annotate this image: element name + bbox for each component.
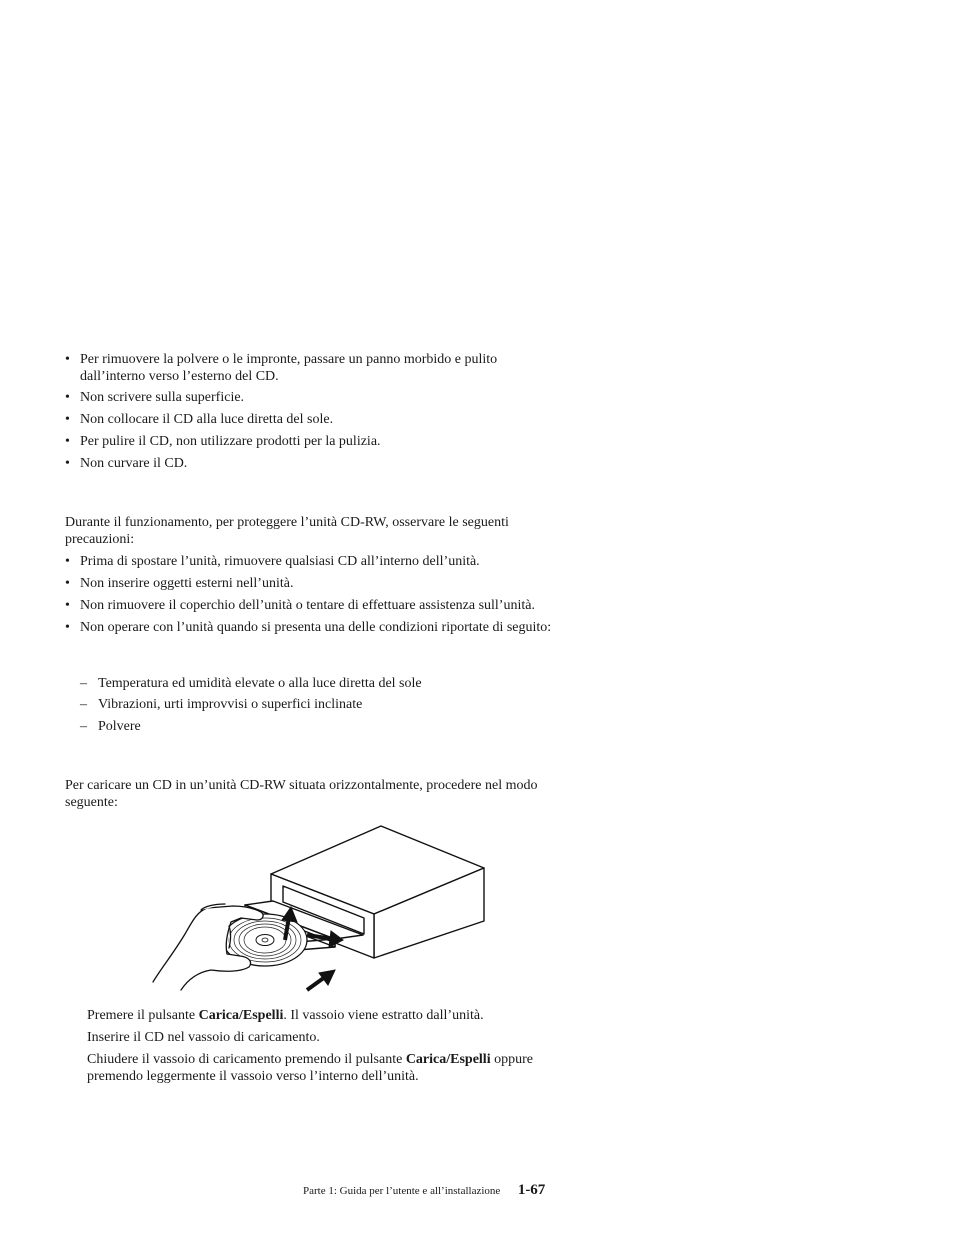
list-item: • Non inserire oggetti esterni nell’unità. bbox=[65, 575, 570, 592]
list-item: • Non curvare il CD. bbox=[65, 455, 565, 472]
list-item: • Non collocare il CD alla luce diretta del sole. bbox=[65, 411, 565, 428]
button-name: Carica/Espelli bbox=[405, 1052, 491, 1067]
page-number: 1-67 bbox=[517, 1182, 546, 1198]
list-item: – Polvere bbox=[80, 718, 560, 735]
list-item: • Non scrivere sulla superficie. bbox=[65, 389, 565, 406]
loading-steps bbox=[87, 1007, 557, 1085]
footer-text: Parte 1: Guida per l’utente e all’installazione bbox=[303, 1185, 501, 1197]
precautions-list bbox=[65, 553, 570, 636]
step-3 bbox=[87, 1051, 557, 1085]
list-item: – Vibrazioni, urti improvvisi o superfici inclinate bbox=[80, 696, 560, 713]
cd-loading-illustration bbox=[145, 822, 490, 997]
step-text: oppure premendo leggermente il vassoio verso l’interno dell’unità. bbox=[87, 1052, 533, 1084]
button-name: Carica/Espelli bbox=[198, 1008, 284, 1023]
list-item: • Prima di spostare l’unità, rimuovere qualsiasi CD all’interno dell’unità. bbox=[65, 553, 570, 570]
precautions-intro: Durante il funzionamento, per proteggere l’unità CD-RW, osservare le seguenti precauzioni: bbox=[65, 515, 509, 547]
list-item: • Non operare con l’unità quando si presenta una delle condizioni riportate di seguito: bbox=[65, 619, 570, 636]
page-footer bbox=[303, 1182, 573, 1200]
list-item: • Per rimuovere la polvere o le impronte, passare un panno morbido e pulito dall’interno verso l’esterno del CD. bbox=[65, 351, 565, 385]
list-item: • Non rimuovere il coperchio dell’unità o tentare di effettuare assistenza sull’unità. bbox=[65, 597, 570, 614]
cd-care-list bbox=[65, 351, 565, 472]
step-text: Premere il pulsante bbox=[87, 1008, 199, 1023]
conditions-list bbox=[80, 675, 560, 735]
loading-intro: Per caricare un CD in un’unità CD-RW situata orizzontalmente, procedere nel modo seguente: bbox=[65, 778, 538, 810]
step-text: . Il vassoio viene estratto dall’unità. bbox=[283, 1008, 484, 1023]
step-1 bbox=[87, 1007, 557, 1024]
step-2: Inserire il CD nel vassoio di caricamento. bbox=[87, 1030, 320, 1045]
step-text: Chiudere il vassoio di caricamento premendo il pulsante bbox=[87, 1052, 406, 1067]
list-item: – Temperatura ed umidità elevate o alla luce diretta del sole bbox=[80, 675, 560, 692]
list-item: • Per pulire il CD, non utilizzare prodotti per la pulizia. bbox=[65, 433, 565, 450]
